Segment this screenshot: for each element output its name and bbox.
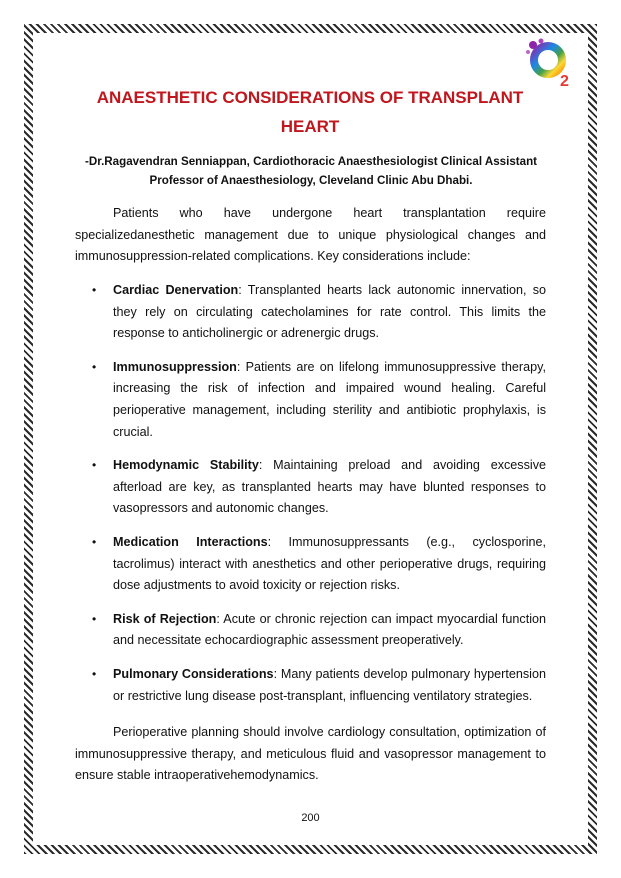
- bullet-term: Risk of Rejection: [113, 611, 217, 626]
- bullet-icon: •: [92, 611, 97, 626]
- bullet-term: Medication Interactions: [113, 534, 268, 549]
- considerations-list: [75, 280, 546, 719]
- conclusion-paragraph: Perioperative planning should involve cardiology consultation, optimization of immunosuppressive therapy, and meticulous fluid and vasopressor management to ensure stable intraoperativehemodynamics.: [75, 725, 546, 782]
- bullet-icon: •: [92, 359, 97, 374]
- intro-paragraph: Patients who have undergone heart transplantation require specializedanesthetic management due to unique physiological changes and immunosuppression-related complications. Key considerations include:: [75, 206, 546, 263]
- bullet-text: : Transplanted hearts lack autonomic innervation, so they rely on circulating catecholamines for rate control. This limits the response to anticholinergic or adrenergic drugs.: [113, 283, 547, 341]
- title-line-2: HEART: [280, 117, 340, 136]
- bullet-text: : Immunosuppressants (e.g., cyclosporine, tacrolimus) interact with anesthetics and other perioperative drugs, requiring dose adjustments to avoid toxicity or rejection risks.: [113, 534, 546, 593]
- document-title: [70, 83, 550, 141]
- bullet-term: Pulmonary Considerations: [113, 666, 274, 681]
- bullet-icon: •: [92, 666, 97, 681]
- list-item: [75, 609, 546, 652]
- list-item: [75, 357, 546, 443]
- list-item: [75, 455, 546, 520]
- author-line-2: Professor of Anaesthesiology, Cleveland Clinic Abu Dhabi.: [149, 174, 473, 187]
- list-item: [75, 532, 546, 597]
- svg-text:2: 2: [560, 73, 569, 90]
- page-number: 200: [301, 812, 320, 824]
- bullet-text: : Patients are on lifelong immunosuppressive therapy, increasing the risk of infection and impaired wound healing. Careful perioperative management, including sterility and antibiotic prophylaxis, is crucial.: [113, 359, 546, 439]
- bullet-text: : Acute or chronic rejection can impact myocardial function and necessitate echocardiographic assessment preoperatively.: [113, 611, 547, 648]
- bullet-icon: •: [92, 283, 97, 297]
- bullet-icon: •: [92, 534, 97, 549]
- bullet-term: Cardiac Denervation: [113, 283, 239, 297]
- bullet-term: Immunosuppression: [113, 359, 237, 374]
- title-line-1: ANAESTHETIC CONSIDERATIONS OF TRANSPLANT: [96, 88, 524, 107]
- bullet-term: Hemodynamic Stability: [113, 458, 259, 473]
- list-item: [75, 280, 546, 345]
- bullet-icon: •: [92, 458, 97, 473]
- bullet-text: : Maintaining preload and avoiding excessive afterload are key, as transplanted hearts may have blunted responses to vasopressors and autonomic changes.: [113, 458, 546, 516]
- bullet-text: : Many patients develop pulmonary hypertension or restrictive lung disease post-transplant, influencing ventilatory strategies.: [113, 666, 546, 703]
- author-line-1: -Dr.Ragavendran Senniappan, Cardiothoracic Anaesthesiologist Clinical Assistant: [84, 155, 538, 168]
- author-byline: [72, 152, 550, 190]
- list-item: [75, 664, 546, 707]
